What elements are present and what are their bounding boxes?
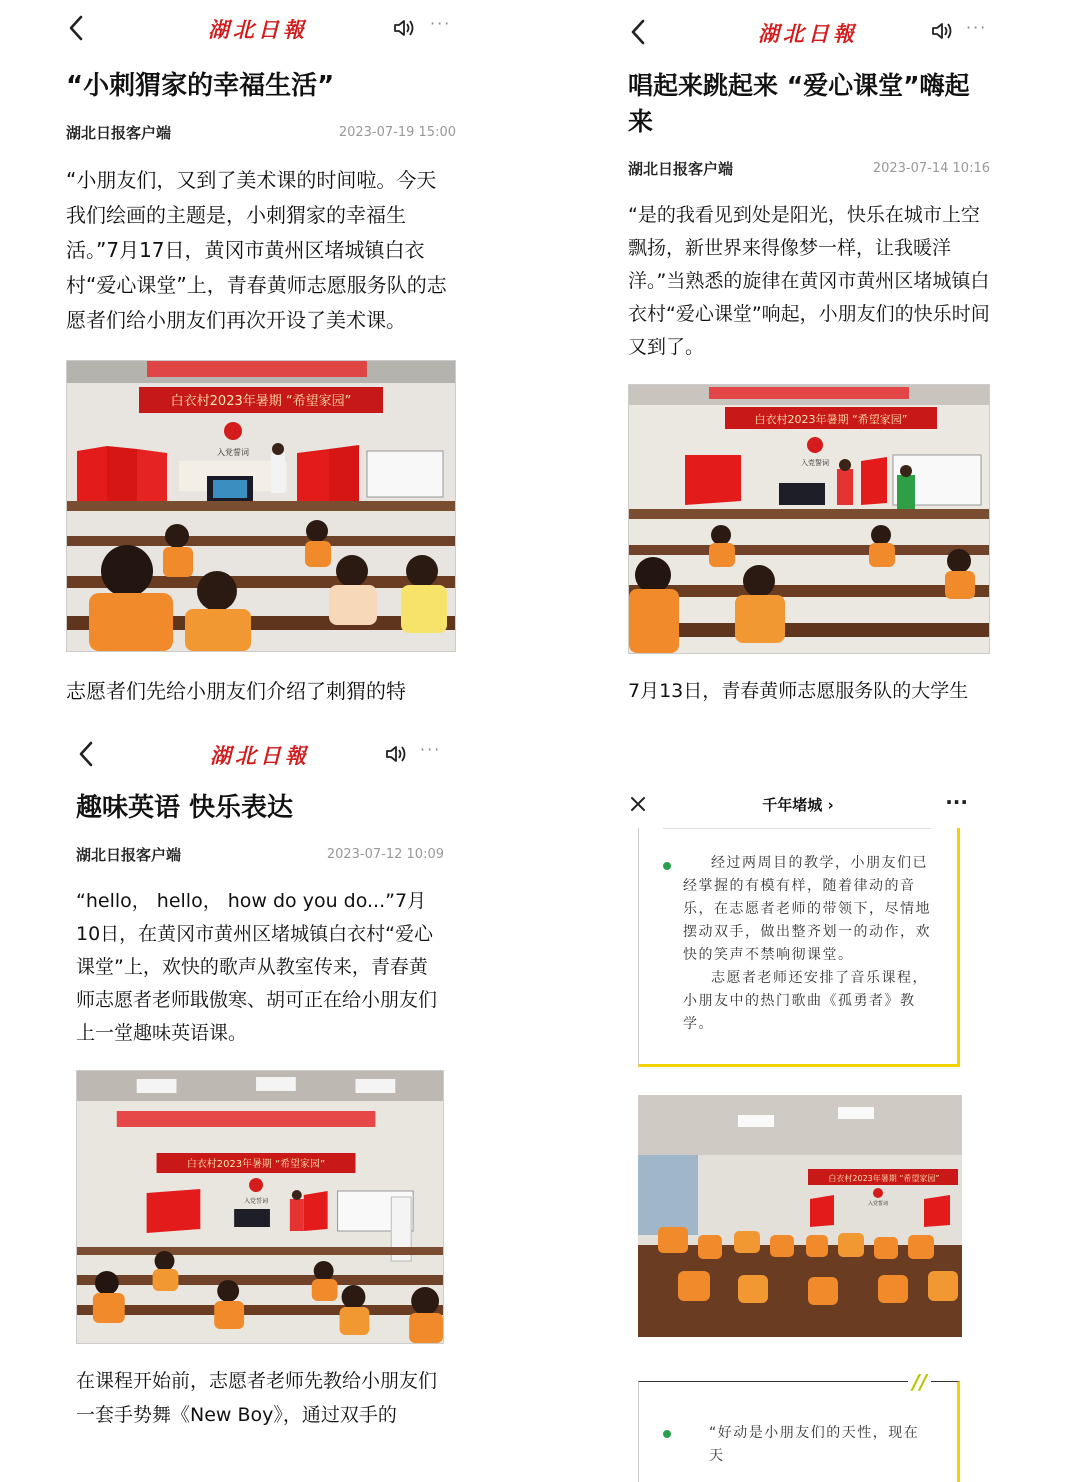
article-time: 2023-07-12 10:09	[326, 847, 444, 862]
article-title: “小刺猬家的幸福生活”	[66, 71, 335, 101]
photo-banner-text: 白衣村2023年暑期 “希望家园”	[828, 1174, 940, 1183]
article-title: 唱起来跳起来 “爱心课堂”嗨起来	[628, 71, 970, 136]
article-body: “小朋友们，又到了美术课的时间啦。今天我们绘画的主题是，小刺猬家的幸福生活。”7月17日，黄冈市黄州区堵城镇白衣村“爱心课堂”上，青春黄师志愿服务队的志愿者们给小朋友们再次开设了美术课。	[66, 168, 447, 332]
bullet-dot-icon	[663, 1430, 671, 1438]
article-panel-4	[618, 780, 978, 1464]
article-meta	[76, 844, 444, 865]
article-photo[interactable]	[66, 360, 456, 652]
photo-oath-text: 入党誓词	[801, 459, 829, 467]
back-icon[interactable]	[74, 740, 100, 768]
article-body-continued: 在课程开始前，志愿者老师先教给小朋友们一套手势舞《New Boy》，通过双手的	[76, 1370, 438, 1426]
speaker-icon[interactable]	[384, 743, 408, 765]
article-photo[interactable]	[638, 1095, 962, 1337]
more-icon[interactable]: ···	[430, 14, 452, 33]
more-icon[interactable]: ···	[420, 740, 442, 759]
back-icon[interactable]	[64, 14, 90, 42]
article-body: “hello， hello， how do you do...”7月10日，在黄冈市黄州区堵城镇白衣村“爱心课堂”上，欢快的歌声从教室传来，青春黄师志愿者老师戢傲寒、胡可正在给小朋友们上一堂趣味英语课。	[76, 890, 438, 1044]
photo-oath-text: 入党誓词	[244, 1197, 268, 1206]
brand-logo: 湖北日報	[210, 743, 310, 768]
text-card	[638, 828, 960, 1067]
article-source: 湖北日报客户端	[66, 124, 172, 142]
decor-slash-icon: //	[908, 1370, 931, 1394]
article-source: 湖北日报客户端	[628, 160, 734, 178]
article-time: 2023-07-14 10:16	[872, 161, 990, 176]
article-photo[interactable]	[628, 384, 990, 654]
article-body: “是的我看见到处是阳光，快乐在城市上空飘扬，新世界来得像梦一样，让我暖洋洋。”当熟悉的旋律在黄冈市黄州区堵城镇白衣村“爱心课堂”响起，小朋友们的快乐时间又到了。	[628, 204, 990, 358]
article-photo[interactable]	[76, 1070, 444, 1344]
card-teaser: “好动是小朋友们的天性，现在天	[709, 1425, 920, 1464]
photo-banner-text: 白衣村2023年暑期 “希望家园”	[186, 1158, 326, 1171]
card-paragraph-2: 志愿者老师还安排了音乐课程，小朋友中的热门歌曲《孤勇者》教学。	[683, 970, 928, 1032]
photo-banner-text: 白衣村2023年暑期 “希望家园”	[754, 413, 908, 426]
article-body-continued: 志愿者们先给小朋友们介绍了刺猬的特	[66, 679, 406, 703]
article-title: 趣味英语 快乐表达	[76, 793, 294, 823]
article-body-continued: 7月13日，青春黄师志愿服务队的大学生	[628, 680, 969, 702]
channel-link[interactable]: 千年堵城 ›	[762, 796, 834, 814]
top-bar	[618, 780, 978, 828]
card-paragraph-1: 经过两周目的教学，小朋友们已经掌握的有模有样，随着律动的音乐，在志愿者老师的带领下，尽情地摆动双手，做出整齐划一的动作，欢快的笑声不禁响彻课堂。	[683, 855, 931, 963]
bullet-dot-icon	[663, 862, 671, 870]
card-divider	[663, 828, 931, 829]
brand-logo: 湖北日報	[758, 21, 858, 46]
article-panel-2	[612, 0, 1002, 722]
top-bar	[58, 726, 460, 782]
article-source: 湖北日报客户端	[76, 846, 182, 864]
article-panel-1	[48, 0, 468, 718]
article-meta	[66, 122, 456, 143]
brand-logo: 湖北日報	[208, 17, 308, 42]
photo-banner-text: 白衣村2023年暑期 “希望家园”	[170, 394, 352, 409]
speaker-icon[interactable]	[930, 20, 954, 42]
top-bar	[612, 0, 1002, 56]
more-icon[interactable]: ···	[945, 790, 968, 814]
article-time: 2023-07-19 15:00	[338, 125, 456, 140]
article-meta	[628, 158, 990, 179]
back-icon[interactable]	[626, 18, 652, 46]
close-icon[interactable]	[628, 794, 648, 814]
speaker-icon[interactable]	[392, 17, 416, 39]
photo-oath-text: 入党誓词	[217, 448, 249, 457]
more-icon[interactable]: ···	[966, 18, 988, 37]
text-card-2	[638, 1370, 960, 1482]
article-panel-3	[58, 726, 460, 1442]
photo-oath-text: 入党誓词	[867, 1201, 889, 1207]
top-bar	[48, 0, 468, 56]
